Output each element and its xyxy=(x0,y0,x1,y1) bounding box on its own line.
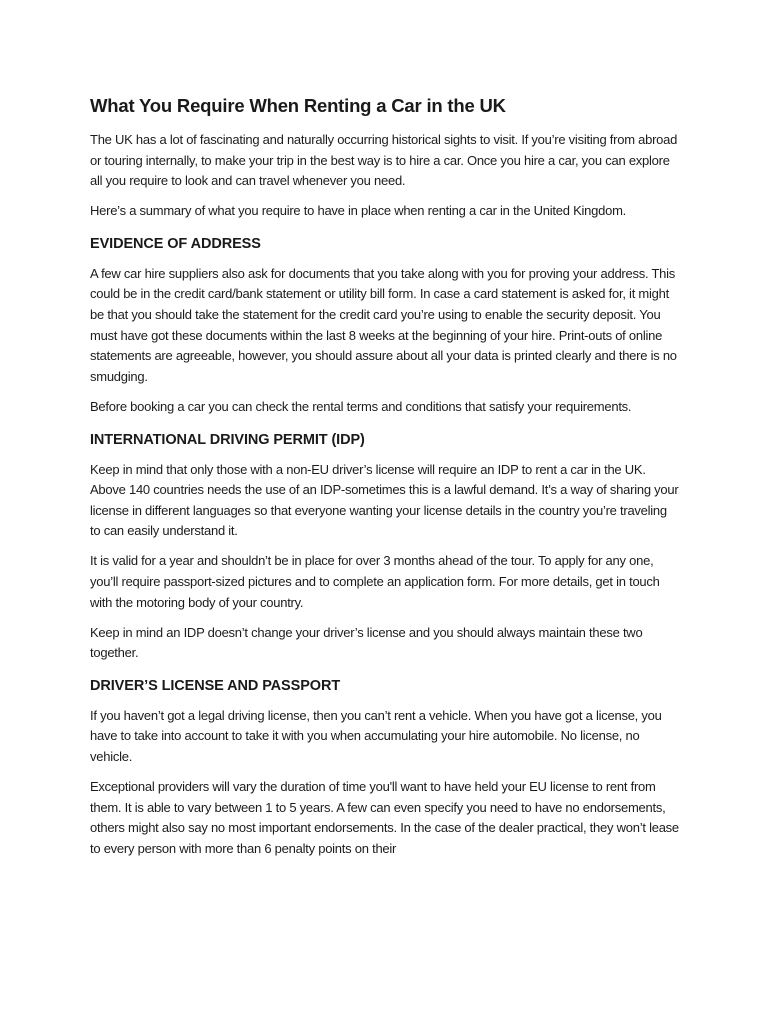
section-international-driving-permit xyxy=(90,430,680,664)
section-evidence-of-address xyxy=(90,234,680,418)
section-paragraph: If you haven’t got a legal driving license, then you can’t rent a vehicle. When you have got a license, you have to take into account to take it with you when accumulating your hire automobile. No license, no vehicle. xyxy=(90,707,662,765)
section-heading: DRIVER’S LICENSE AND PASSPORT xyxy=(90,677,341,694)
section-drivers-license-and-passport xyxy=(90,676,680,860)
section-paragraph: A few car hire suppliers also ask for documents that you take along with you for proving your address. This could be in the credit card/bank statement or utility bill form. In case a card statement is asked for, it might be that you should take the statement for the credit card you’re using to enable the security deposit. You must have got these documents within the last 8 weeks at the beginning of your hire. Print-outs of online statements are agreeable, however, you should assure about all your data is printed clearly and there is no smudging. xyxy=(90,265,677,384)
intro-paragraph: Here’s a summary of what you require to have in place when renting a car in the United Kingdom. xyxy=(90,203,627,219)
section-paragraph: Keep in mind an IDP doesn’t change your driver’s license and you should always maintain these two together. xyxy=(90,624,643,661)
section-heading: EVIDENCE OF ADDRESS xyxy=(90,235,261,252)
document-page xyxy=(90,94,680,869)
intro-paragraph: The UK has a lot of fascinating and naturally occurring historical sights to visit. If you’re visiting from abroad or touring internally, to make your trip in the best way is to hire a car. Once you hire a car, you can explore all you require to look and can travel whenever you need. xyxy=(90,132,678,189)
section-paragraph: Exceptional providers will vary the duration of time you'll want to have held your EU license to rent from them. It is able to vary between 1 to 5 years. A few can even specify you need to have no endorsements, others might also say no most important endorsements. In the case of the dealer practical, they won’t lease to every person with more than 6 penalty points on their xyxy=(90,779,679,856)
section-paragraph: It is valid for a year and shouldn’t be in place for over 3 months ahead of the tour. To apply for any one, you’ll require passport-sized pictures and to complete an application form. For more details, get in touch with the motoring body of your country. xyxy=(90,553,660,610)
section-heading: INTERNATIONAL DRIVING PERMIT (IDP) xyxy=(90,431,365,448)
section-paragraph: Before booking a car you can check the rental terms and conditions that satisfy your requirements. xyxy=(90,398,632,414)
document-title: What You Require When Renting a Car in the UK xyxy=(90,95,506,116)
section-paragraph: Keep in mind that only those with a non-EU driver’s license will require an IDP to rent a car in the UK. Above 140 countries needs the use of an IDP-sometimes this is a lawful demand. It’s a way of sharing your license in different languages so that everyone wanting your license details in the country you’re traveling to can easily understand it. xyxy=(90,461,679,539)
